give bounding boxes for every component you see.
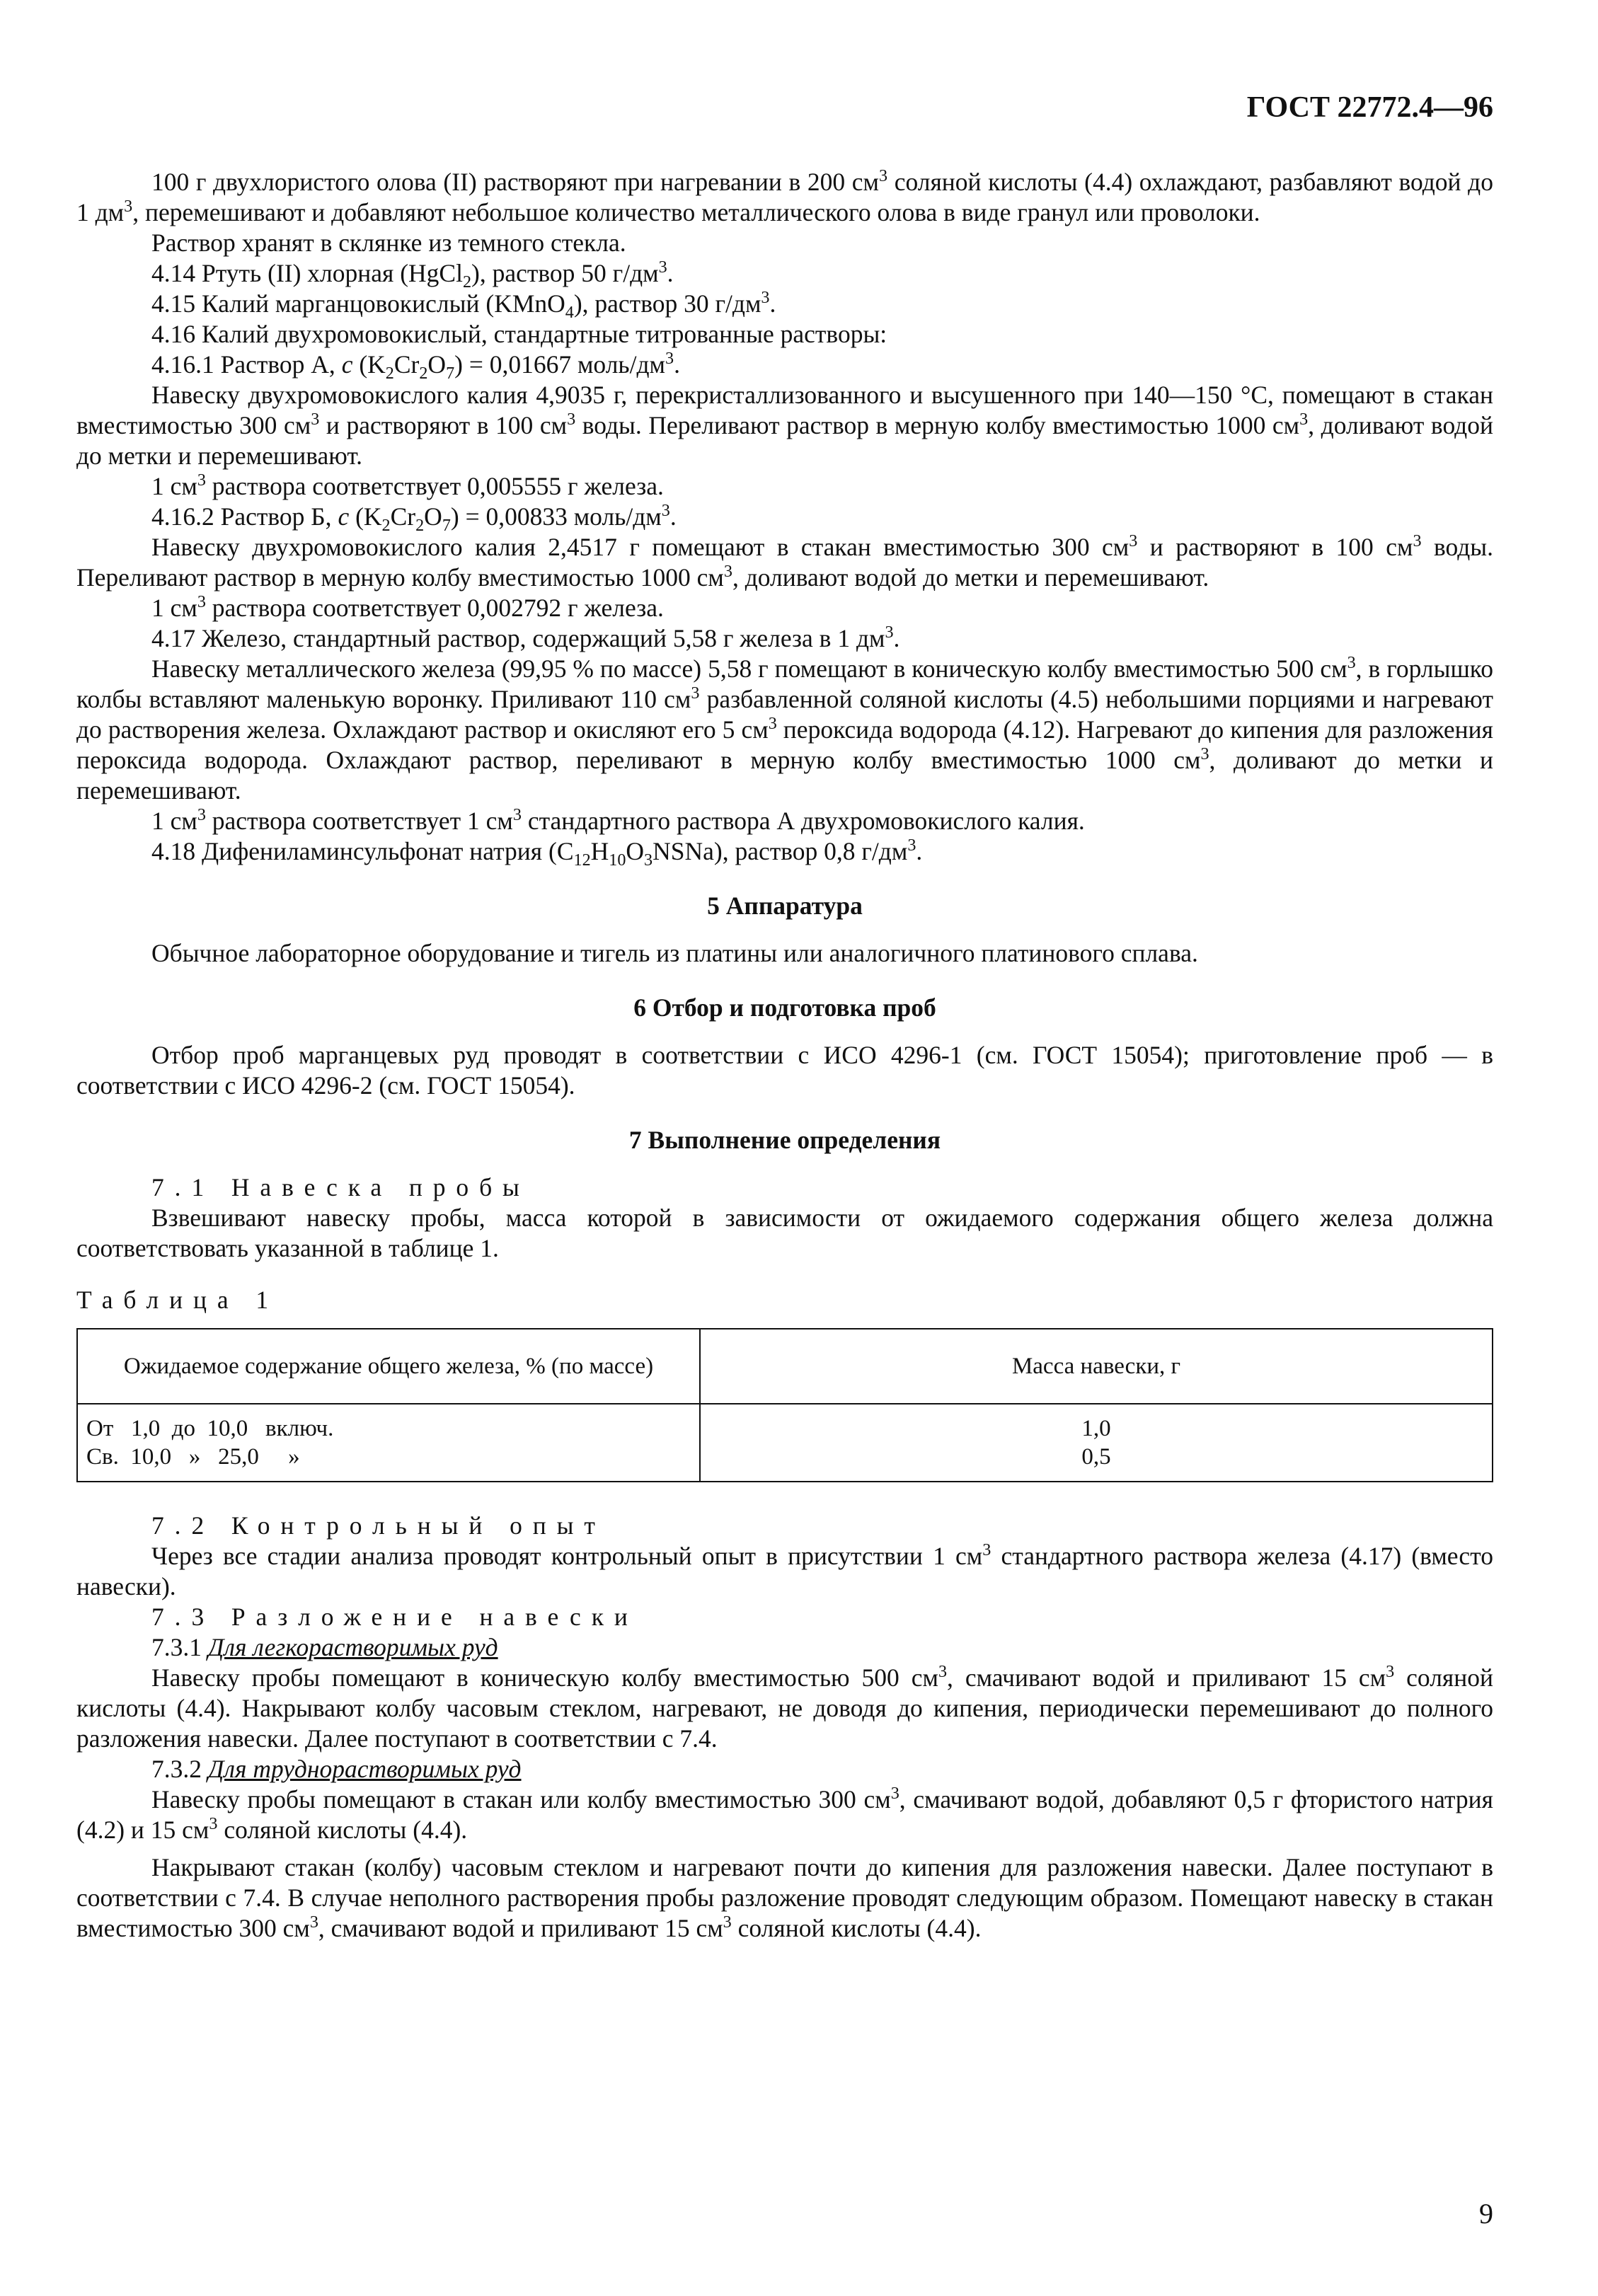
item-4-16-1: 4.16.1 Раствор А, c $(K_2Cr_2O_7) = 0,01667$ моль/$дм^3$. xyxy=(151,349,680,383)
paragraph-equivalence-a: 1 $см^3$ раствора соответствует 0,005555 г железа. xyxy=(151,471,664,500)
page-number: 9 xyxy=(1479,2198,1493,2229)
subsection-7-2-text: Через все стадии анализа проводят контрольный опыт в присутствии 1 $см^3$ стандартного раствора железа (4.17) (вместо навески). xyxy=(76,1540,1493,1600)
section-7-title: 7 Выполнение определения xyxy=(628,1126,941,1154)
subsection-7-3-1-title: 7.3.1 Для легкорастворимых руд xyxy=(151,1633,498,1661)
item-4-16: 4.16 Калий двухромовокислый, стандартные титрованные растворы: xyxy=(151,320,887,348)
table-1 xyxy=(76,1328,1493,1482)
table-row xyxy=(77,1404,1493,1482)
subsection-7-3-title: 7.3 Разложение навески xyxy=(151,1603,638,1631)
section-5-text: Обычное лабораторное оборудование и тигель из платины или аналогичного платинового сплава. xyxy=(151,939,1198,967)
item-4-16-2: 4.16.2 Раствор Б, c $(K_2Cr_2O_7) = 0,00833$ моль/$дм^3$. xyxy=(151,501,677,536)
table-header-cell: Ожидаемое содержание общего железа, % (по массе) xyxy=(77,1329,700,1404)
paragraph-equivalence-b: 1 $см^3$ раствора соответствует 0,002792 г железа. xyxy=(151,592,664,622)
paragraph-equivalence-iron: 1 $см^3$ раствора соответствует 1 $см^3$ стандартного раствора А двухромовокислого калия. xyxy=(151,805,1085,835)
paragraph-solution-b: Навеску двухромовокислого калия 2,4517 г помещают в стакан вместимостью 300 $см^3$ и растворяют в 100 $см^3$ воды. Переливают раствор в мерную колбу вместимостью 1000 $см^3$, доливают водой до метки и перемешивают. xyxy=(76,531,1493,592)
paragraph-solution-a: Навеску двухромовокислого калия 4,9035 г, перекристаллизованного и высушенного при 140—150 °С, помещают в стакан вместимостью 300 $см^3$ и растворяют в 100 $см^3$ воды. Переливают раствор в мерную колбу вместимостью 1000 $см^3$, доливают водой до метки и перемешивают. xyxy=(76,381,1493,470)
subsection-7-3-2-text: Навеску пробы помещают в стакан или колбу вместимостью 300 $см^3$, смачивают водой, добавляют 0,5 г фтористого натрия (4.2) и 15 $см^3$ соляной кислоты (4.4). xyxy=(76,1784,1493,1844)
item-4-17: 4.17 Железо, стандартный раствор, содержащий 5,58 г железа в 1 $дм^3$. xyxy=(151,623,900,652)
table-caption: Таблица 1 xyxy=(76,1286,280,1314)
subsection-7-1-title: 7.1 Навеска пробы xyxy=(151,1173,530,1201)
table-cell: 1,0 0,5 xyxy=(700,1404,1493,1482)
paragraph-iron-solution: Навеску металлического железа (99,95 % по массе) 5,58 г помещают в коническую колбу вместимостью 500 $см^3$, в горлышко колбы вставляют маленькую воронку. Приливают 110 $см^3$ разбавленной соляной кислоты (4.5) небольшими порциями и нагревают до растворения железа. Охлаждают раствор и окисляют его 5 $см^3$ пероксида водорода (4.12). Нагревают до кипения для разложения пероксида водорода. Охлаждают раствор, переливают в мерную колбу вместимостью 1000 $см^3$, доливают до метки и перемешивают. xyxy=(76,653,1493,804)
subsection-7-2-title: 7.2 Контрольный опыт xyxy=(151,1511,606,1540)
subsection-7-3-2-title: 7.3.2 Для труднорастворимых руд xyxy=(151,1755,522,1783)
section-6-title: 6 Отбор и подготовка проб xyxy=(633,993,936,1022)
item-4-15: 4.15 Калий марганцовокислый (KMnO$_4$), раствор 30 $г/дм^3$. xyxy=(151,288,776,323)
table-header-row xyxy=(77,1329,1493,1404)
document-body xyxy=(76,167,1493,1944)
section-6-text: Отбор проб марганцевых руд проводят в соответствии с ИСО 4296-1 (см. ГОСТ 15054); приготовление проб — в соответствии с ИСО 4296-2 (см. ГОСТ 15054). xyxy=(76,1041,1493,1100)
document-header: ГОСТ 22772.4—96 xyxy=(1246,91,1493,124)
subsection-7-3-1-text: Навеску пробы помещают в коническую колбу вместимостью 500 $см^3$, смачивают водой и приливают 15 $см^3$ соляной кислоты (4.4). Накрывают колбу часовым стеклом, нагревают, не доводя до кипения, периодически перемешивают до полного разложения навески. Далее поступают в соответствии с 7.4. xyxy=(76,1662,1493,1753)
table-cell: От 1,0 до 10,0 включ. Св. 10,0 » 25,0 » xyxy=(77,1404,700,1482)
paragraph-tin-chloride: 100 г двухлористого олова (II) растворяют при нагревании в 200 $см^3$ соляной кислоты (4.4) охлаждают, разбавляют водой до 1 $дм^3$, перемешивают и добавляют небольшое количество металлического олова в виде гранул или проволоки. xyxy=(76,166,1493,226)
subsection-7-3-2-text-2: Накрывают стакан (колбу) часовым стеклом и нагревают почти до кипения для разложения навески. Далее поступают в соответствии с 7.4. В случае неполного растворения пробы разложение проводят следующим образом. Помещают навеску в стакан вместимостью 300 $см^3$, смачивают водой и приливают 15 $см^3$ соляной кислоты (4.4). xyxy=(76,1853,1493,1942)
item-4-14: 4.14 Ртуть (II) хлорная (HgCl$_2$), раствор 50 $г/дм^3$. xyxy=(151,258,674,292)
table-header-cell: Масса навески, г xyxy=(700,1329,1493,1404)
paragraph-storage: Раствор хранят в склянке из темного стекла. xyxy=(151,229,626,257)
subsection-7-1-text: Взвешивают навеску пробы, масса которой в зависимости от ожидаемого содержания общего железа должна соответствовать указанной в таблице 1. xyxy=(76,1204,1493,1262)
item-4-18: 4.18 Дифениламинсульфонат натрия $(C_{12}H_{10}O_3NSNa)$, раствор 0,8 $г/дм^3$. xyxy=(151,836,923,870)
section-5-title: 5 Аппаратура xyxy=(707,892,863,920)
